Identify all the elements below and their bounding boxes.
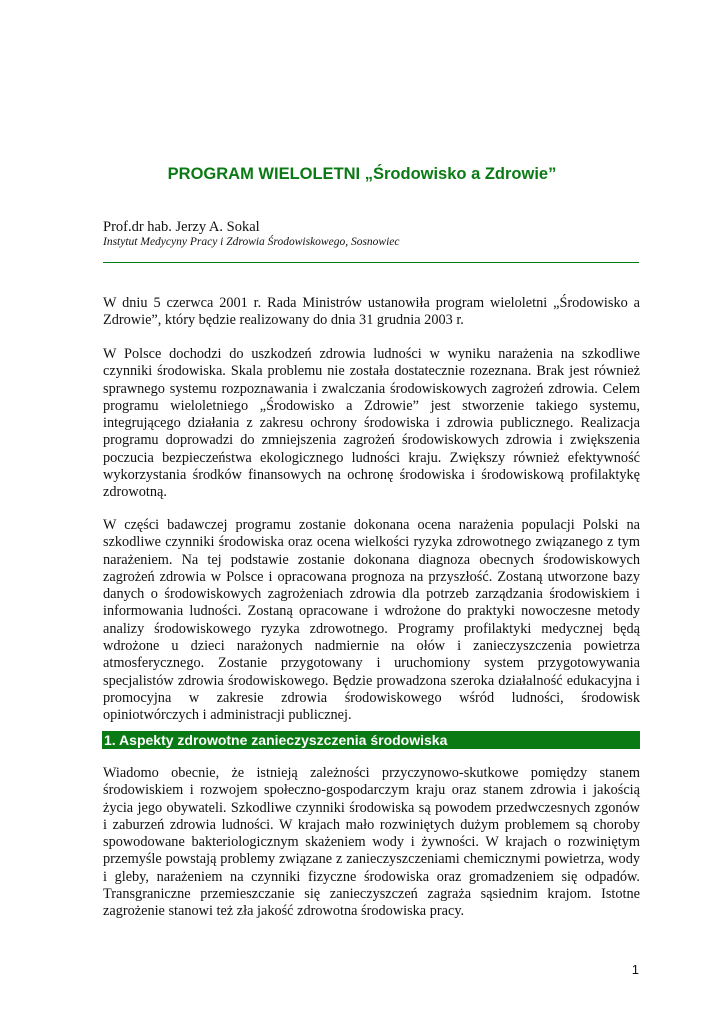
program-goal-paragraph: W Polsce dochodzi do uszkodzeń zdrowia ludności w wyniku narażenia na szkodliwe czynniki środowiska. Skala problemu nie została dostatecznie rozeznana. Brak jest również sprawnego systemu rozpoznawania i zwalczania środowiskowych zagrożeń zdrowia. Celem programu wieloletniego „Środowisko a Zdrowie” jest stworzenie takiego systemu, integrującego działania z zakresu ochrony środowiska i zdrowia publicznego. Realizacja programu doprowadzi do zmniejszenia zagrożeń środowiskowych zdrowia i zwiększenia poczucia bezpieczeństwa ekologicznego ludności kraju. Zwiększy również efektywność wykorzystania środków finansowych na ochronę środowiska i środowiskową profilaktykę zdrowotną. xyxy=(103,346,640,501)
author-affiliation: Instytut Medycyny Pracy i Zdrowia Środowiskowego, Sosnowiec xyxy=(103,236,400,248)
section-heading: 1. Aspekty zdrowotne zanieczyszczenia środowiska xyxy=(102,731,640,749)
author-name: Prof.dr hab. Jerzy A. Sokal xyxy=(103,219,260,235)
research-part-paragraph: W części badawczej programu zostanie dokonana ocena narażenia populacji Polski na szkodliwe czynniki środowiska oraz ocena wielkości ryzyka zdrowotnego związanego z tym narażeniem. Na tej podstawie zostanie dokonana diagnoza obecnych środowiskowych zagrożeń zdrowia w Polsce i opracowana prognoza na przyszłość. Zostaną utworzone bazy danych o środowiskowych zagrożeniach zdrowia dla potrzeb zarządzania środowiskiem i informowania ludności. Zostaną opracowane i wdrożone do praktyki nowoczesne metody analizy środowiskowego ryzyka zdrowotnego. Programy profilaktyki medycznej będą wdrożone u dzieci narażonych nadmiernie na ołów i zanieczyszczenia powietrza atmosferycznego. Zostanie przygotowany i uruchomiony system przygotowywania specjalistów zdrowia środowiskowego. Będzie prowadzona szeroka działalność edukacyjna i promocyjna w zakresie zdrowia środowiskowego wśród ludności, środowisk opiniotwórczych i administracji publicznej. xyxy=(103,517,640,724)
document-title: PROGRAM WIELOLETNI „Środowisko a Zdrowie” xyxy=(167,165,557,183)
section-paragraph: Wiadomo obecnie, że istnieją zależności przyczynowo-skutkowe pomiędzy stanem środowiskiem i rozwojem społeczno-gospodarczym kraju oraz stanem zdrowia i jakością życia jego obywateli. Szkodliwe czynniki środowiska są powodem przedwczesnych zgonów i zaburzeń zdrowia ludności. W krajach mało rozwiniętych dużym problemem są choroby spowodowane bakteriologicznym skażeniem wody i żywności. W krajach o rozwiniętym przemyśle powstają problemy związane z zanieczyszczeniami chemicznymi powietrza, wody i gleby, narażeniem na czynniki fizyczne środowiska oraz gromadzeniem się odpadów. Transgraniczne przemieszczanie się zanieczyszczeń zagraża sąsiednim krajom. Istotne zagrożenie stanowi też zła jakość zdrowotna środowiska pracy. xyxy=(103,765,640,920)
header-divider xyxy=(103,262,639,263)
page-number: 1 xyxy=(631,962,639,977)
intro-paragraph: W dniu 5 czerwca 2001 r. Rada Ministrów ustanowiła program wieloletni „Środowisko a Zdrowie”, który będzie realizowany do dnia 31 grudnia 2003 r. xyxy=(103,295,640,329)
